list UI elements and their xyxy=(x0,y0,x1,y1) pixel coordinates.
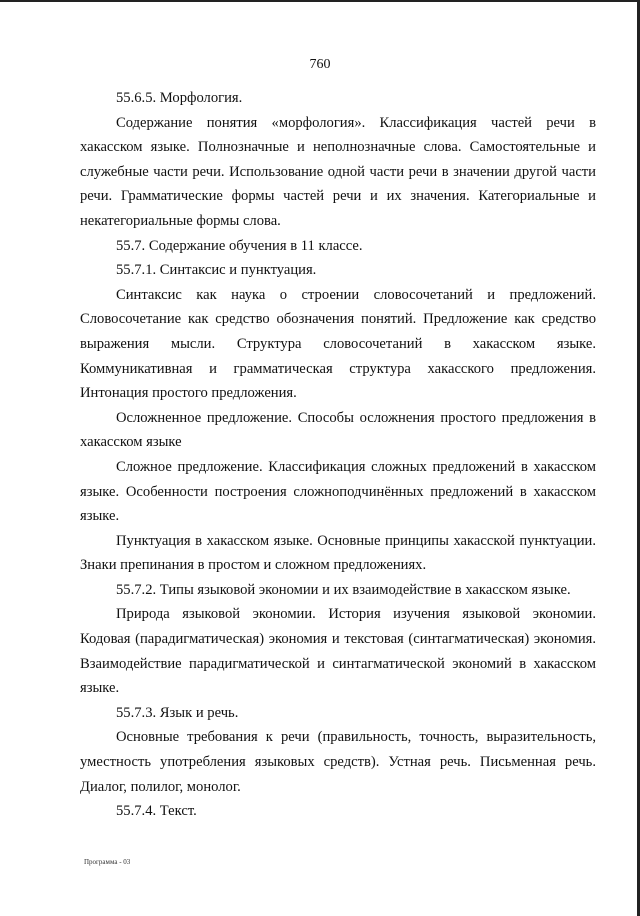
paragraph-syntax: Синтаксис как наука о строении словосочетаний и предложений. Словосочетание как средство обозначения понятий. Предложение как средство выражения мысли. Структура словосочетаний в хакасском языке. Коммуникативная и грамматическая структура хакасского предложения. Интонация простого предложения. xyxy=(80,286,596,402)
paragraph-speech: Основные требования к речи (правильность, точность, выразительность, уместность употребления языковых средств). Устная речь. Письменная речь. Диалог, полилог, монолог. xyxy=(80,729,596,795)
section-heading-syntax: 55.7.1. Синтаксис и пунктуация. xyxy=(116,262,317,279)
section-heading-text: 55.7.4. Текст. xyxy=(116,803,197,820)
section-heading-economy: 55.7.2. Типы языковой экономии и их взаимодействие в хакасском языке. xyxy=(116,581,571,598)
paragraph-complex-sentence: Сложное предложение. Классификация сложных предложений в хакасском языке. Особенности построения сложноподчинённых предложений в хакасском языке. xyxy=(80,458,596,525)
page-number: 760 xyxy=(309,57,331,72)
paragraph-economy: Природа языковой экономии. История изучения языковой экономии. Кодовая (парадигматическая) экономия и текстовая (синтагматическая) экономия. Взаимодействие парадигматической и синтагматической экономий в хакасском языке. xyxy=(80,606,596,697)
section-heading-morphology: 55.6.5. Морфология. xyxy=(116,90,243,106)
paragraph-morphology: Содержание понятия «морфология». Классификация частей речи в хакасском языке. Полнозначные и неполнозначные слова. Самостоятельные и служебные части речи. Использование одной части речи в значении другой части речи. Грамматические формы частей речи и их значения. Категориальные и некатегориальные формы слова. xyxy=(80,114,596,229)
section-heading-grade-11: 55.7. Содержание обучения в 11 классе. xyxy=(116,237,363,254)
paragraph-complicated-sentence: Осложненное предложение. Способы осложнения простого предложения в хакасском языке xyxy=(80,409,596,451)
document-body xyxy=(80,86,596,824)
page-footer: Программа - 03 xyxy=(84,858,131,866)
paragraph-punctuation: Пунктуация в хакасском языке. Основные принципы хакасской пунктуации. Знаки препинания в простом и сложном предложениях. xyxy=(80,532,596,574)
section-heading-language-speech: 55.7.3. Язык и речь. xyxy=(116,704,239,721)
